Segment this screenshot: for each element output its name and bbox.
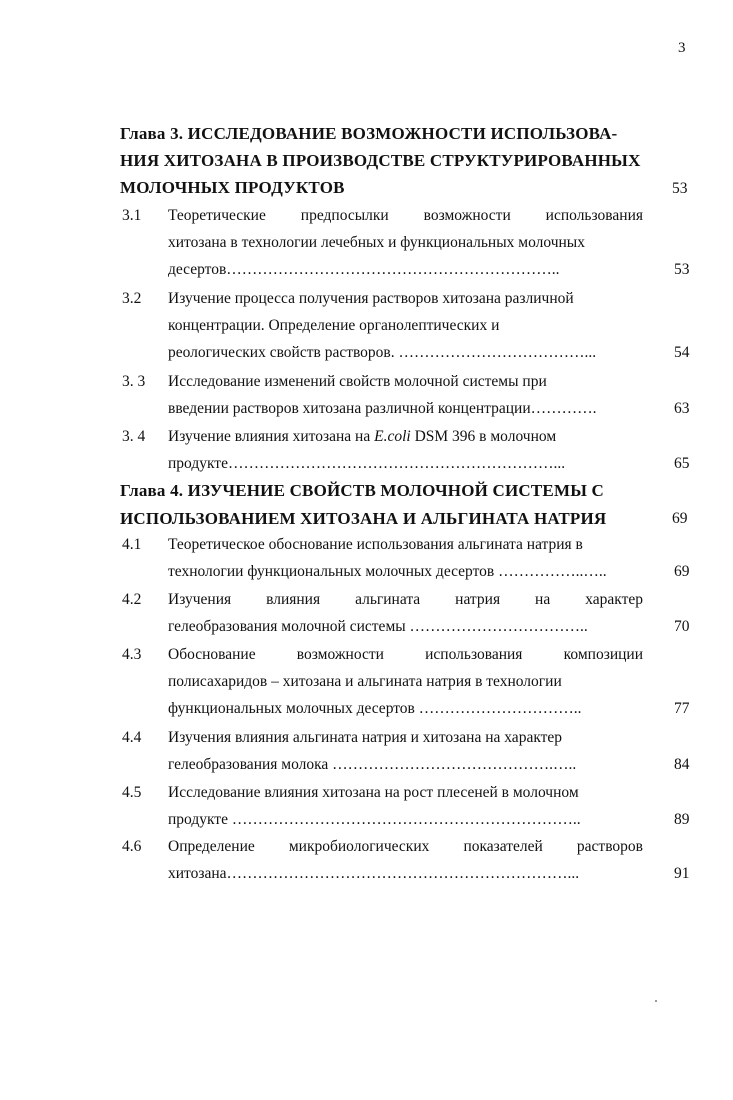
- chapter-title-line: НИЯ ХИТОЗАНА В ПРОИЗВОДСТВЕ СТРУКТУРИРОВАННЫХ: [120, 151, 641, 170]
- entry-page-number: 89: [674, 811, 690, 828]
- entry-text-line: функциональных молочных десертов …………………………..: [168, 700, 582, 717]
- entry-text-line: продукте …………………………………………………………..: [168, 811, 581, 828]
- chapter-title-line: МОЛОЧНЫХ ПРОДУКТОВ: [120, 178, 345, 197]
- entry-text-line: [168, 428, 643, 446]
- entry-text-line: Исследование изменений свойств молочной системы при: [168, 373, 547, 390]
- entry-page-number: 84: [674, 756, 690, 773]
- chapter-title-line: Глава 3. ИССЛЕДОВАНИЕ ВОЗМОЖНОСТИ ИСПОЛЬЗОВА-: [120, 124, 618, 143]
- entry-number: 4.5: [122, 784, 142, 801]
- entry-text-line: Исследование влияния хитозана на рост плесеней в молочном: [168, 784, 579, 801]
- entry-text-line: Изучения влияния альгината натрия и хитозана на характер: [168, 729, 563, 746]
- chapter-page-number: 53: [672, 180, 688, 197]
- entry-text-part: DSM 396 в молочном: [414, 428, 557, 445]
- entry-number: 4.3: [122, 646, 142, 663]
- organism-name: E.coli: [374, 428, 411, 445]
- entry-text-line: Обоснование возможности использования композиции: [168, 646, 643, 663]
- entry-text-line: продукте………………………………………………………...: [168, 455, 566, 472]
- chapter-title-line: Глава 4. ИЗУЧЕНИЕ СВОЙСТВ МОЛОЧНОЙ СИСТЕМЫ С: [120, 481, 605, 500]
- entry-text-line: хитозана в технологии лечебных и функциональных молочных: [168, 234, 585, 251]
- entry-number: 4.2: [122, 591, 142, 608]
- entry-number: 4.1: [122, 536, 142, 553]
- chapter-title-line: ИСПОЛЬЗОВАНИЕМ ХИТОЗАНА И АЛЬГИНАТА НАТРИЯ: [120, 509, 607, 528]
- entry-text-line: Теоретические предпосылки возможности использования: [168, 207, 643, 224]
- entry-text-line: реологических свойств растворов. ………………………………...: [168, 344, 597, 361]
- entry-text-line: хитозана…………………………………………………………...: [168, 865, 580, 882]
- entry-text-line: концентрации. Определение органолептических и: [168, 317, 500, 334]
- entry-page-number: 54: [674, 344, 690, 361]
- entry-page-number: 53: [674, 261, 690, 278]
- entry-text-line: Теоретическое обоснование использования альгината натрия в: [168, 536, 583, 553]
- entry-page-number: 69: [674, 563, 690, 580]
- entry-number: 4.4: [122, 729, 142, 746]
- entry-page-number: 77: [674, 700, 690, 717]
- scan-speck: [655, 1000, 657, 1002]
- entry-number: 3. 4: [122, 428, 146, 445]
- entry-page-number: 65: [674, 455, 690, 472]
- chapter-page-number: 69: [672, 510, 688, 527]
- entry-text-line: Изучение процесса получения растворов хитозана различной: [168, 290, 574, 307]
- entry-text-line: Изучения влияния альгината натрия на характер: [168, 591, 643, 608]
- entry-text-line: гелеобразования молочной системы ……………………………..: [168, 618, 588, 635]
- entry-page-number: 63: [674, 400, 690, 417]
- entry-page-number: 70: [674, 618, 690, 635]
- entry-text-line: десертов………………………………………………………..: [168, 261, 560, 278]
- entry-number: 4.6: [122, 838, 142, 855]
- entry-text-line: полисахаридов – хитозана и альгината натрия в технологии: [168, 673, 562, 690]
- entry-text-part: Изучение влияния хитозана на: [168, 428, 371, 445]
- entry-number: 3.1: [122, 207, 142, 224]
- entry-text-line: технологии функциональных молочных десертов ……………..…..: [168, 563, 607, 580]
- entry-text-line: гелеобразования молока …………………………………….…..: [168, 756, 577, 773]
- page-number: 3: [678, 40, 686, 56]
- entry-text-line: Определение микробиологических показателей растворов: [168, 838, 643, 855]
- entry-page-number: 91: [674, 865, 690, 882]
- entry-number: 3.2: [122, 290, 142, 307]
- entry-text-line: введении растворов хитозана различной концентрации………….: [168, 400, 597, 417]
- entry-number: 3. 3: [122, 373, 146, 390]
